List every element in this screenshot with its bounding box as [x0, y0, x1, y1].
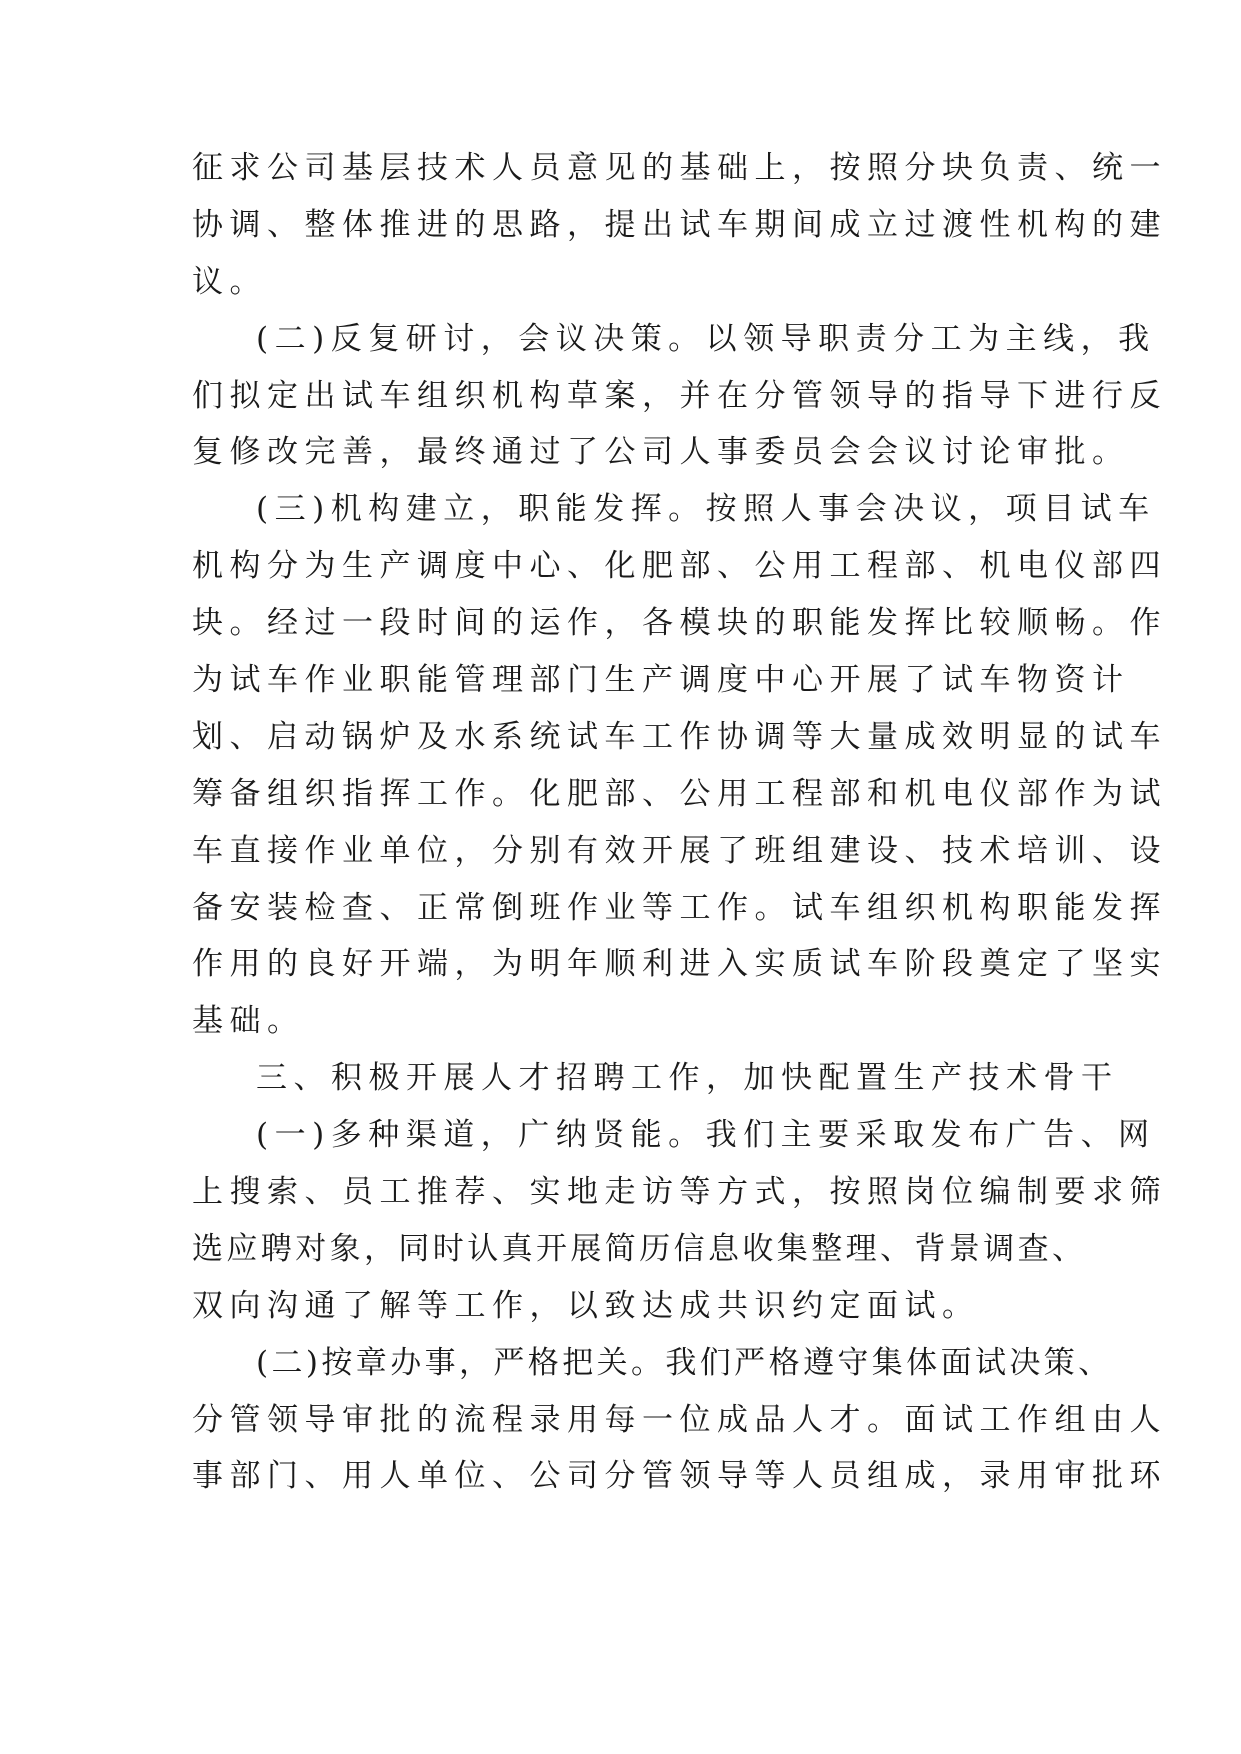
text-line: 基础。	[192, 1003, 305, 1040]
text-line: 块。经过一段时间的运作，各模块的职能发挥比较顺畅。作	[192, 605, 1167, 642]
text-line: 协调、整体推进的思路，提出试车期间成立过渡性机构的建	[192, 206, 1167, 243]
text-line: 作用的良好开端，为明年顺利进入实质试车阶段奠定了坚实	[192, 946, 1167, 983]
text-line: 三、积极开展人才招聘工作，加快配置生产技术骨干	[256, 1060, 1119, 1097]
text-line: 们拟定出试车组织机构草案，并在分管领导的指导下进行反	[192, 377, 1167, 414]
text-line: 备安装检查、正常倒班作业等工作。试车组织机构职能发挥	[192, 889, 1167, 926]
text-line: 为试车作业职能管理部门生产调度中心开展了试车物资计	[192, 662, 1130, 699]
text-line: 筹备组织指挥工作。化肥部、公用工程部和机电仪部作为试	[192, 775, 1167, 812]
text-line: (一)多种渠道，广纳贤能。我们主要采取发布广告、网	[256, 1117, 1156, 1154]
text-line: 事部门、用人单位、公司分管领导等人员组成，录用审批环	[192, 1458, 1167, 1495]
text-line: 征求公司基层技术人员意见的基础上，按照分块负责、统一	[192, 150, 1167, 186]
text-line: 双向沟通了解等工作，以致达成共识约定面试。	[192, 1287, 980, 1324]
text-line: 议。	[192, 263, 267, 300]
text-line: 机构分为生产调度中心、化肥部、公用工程部、机电仪部四	[192, 548, 1167, 585]
text-line: 选应聘对象，同时认真开展简历信息收集整理、背景调查、	[192, 1230, 1087, 1267]
text-line: 复修改完善，最终通过了公司人事委员会会议讨论审批。	[192, 434, 1130, 471]
body-text	[192, 140, 1167, 1505]
text-line: (二)按章办事，严格把关。我们严格遵守集体面试决策、	[256, 1344, 1113, 1381]
text-line: 划、启动锅炉及水系统试车工作协调等大量成效明显的试车	[192, 718, 1167, 755]
text-line: 上搜索、员工推荐、实地走访等方式，按照岗位编制要求筛	[192, 1174, 1167, 1211]
text-line: (二)反复研讨，会议决策。以领导职责分工为主线，我	[256, 320, 1156, 357]
text-line: 车直接作业单位，分别有效开展了班组建设、技术培训、设	[192, 832, 1167, 869]
text-line: 分管领导审批的流程录用每一位成品人才。面试工作组由人	[192, 1401, 1167, 1438]
text-line: (三)机构建立，职能发挥。按照人事会决议，项目试车	[256, 491, 1156, 528]
